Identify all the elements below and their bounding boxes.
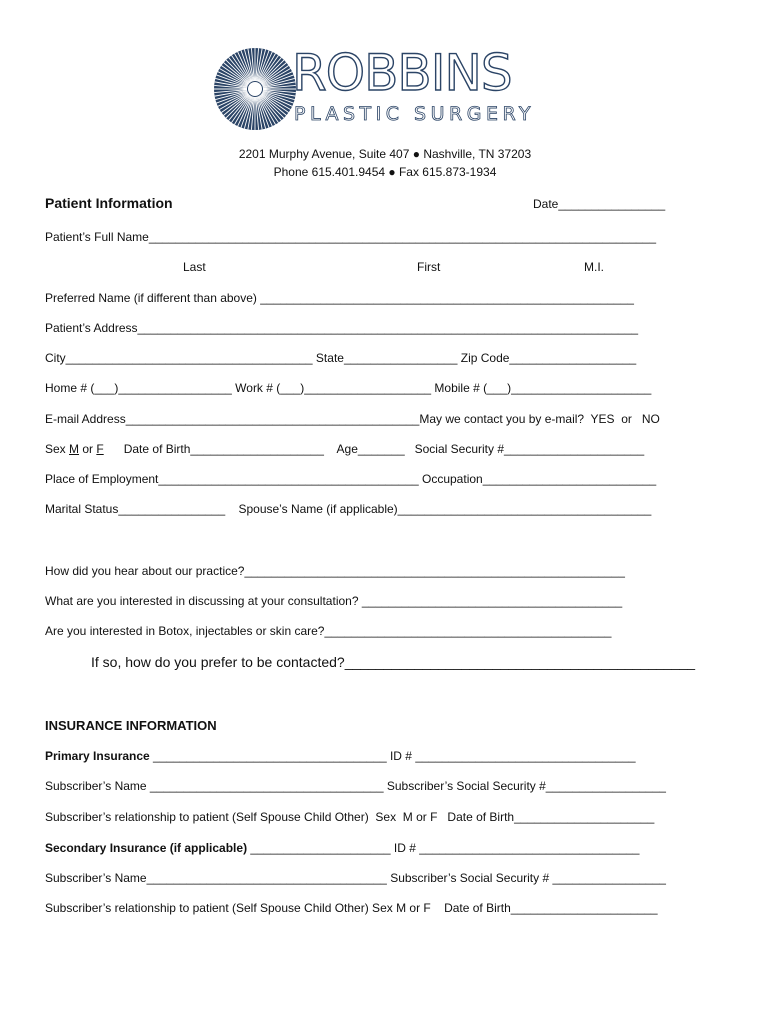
city-state-zip-field[interactable]: City_____________________________________ State_________________ Zip Code___________________ — [45, 351, 637, 365]
primary-relationship-field[interactable]: Subscriber’s relationship to patient (Self Spouse Child Other) Sex M or F Date of Birth_____________________ — [45, 810, 655, 824]
sex-dob-ssn-row — [45, 441, 644, 457]
phone-numbers-field[interactable]: Home # (___)_________________ Work # (___)___________________ Mobile # (___)_____________________ — [45, 381, 652, 395]
sex-or: or — [79, 442, 97, 456]
employment-field[interactable]: Place of Employment_______________________________________ Occupation__________________________ — [45, 472, 657, 486]
primary-insurance-row[interactable] — [45, 748, 636, 764]
botox-interest-field[interactable]: Are you interested in Botox, injectables or skin care?___________________________________________ — [45, 624, 612, 638]
patient-info-heading: Patient Information — [45, 195, 173, 211]
consult-interest-field[interactable]: What are you interested in discussing at your consultation? _______________________________________ — [45, 594, 623, 608]
sunburst-logo-icon — [212, 46, 298, 132]
contact-preference-field[interactable]: If so, how do you prefer to be contacted?_____________________________________________ — [91, 654, 696, 670]
sex-f-option[interactable]: F — [96, 442, 104, 456]
logo-wordmark: ROBBINS — [292, 44, 512, 102]
sex-label: Sex — [45, 442, 70, 456]
hear-about-field[interactable]: How did you hear about our practice?_________________________________________________________ — [45, 564, 625, 578]
full-name-field[interactable]: Patient’s Full Name____________________________________________________________________________ — [45, 230, 657, 244]
primary-insurance-label: Primary Insurance — [45, 749, 150, 763]
email-field[interactable]: E-mail Address____________________________________________May we contact you by e-mail? YES or NO — [45, 412, 660, 426]
first-name-caption: First — [417, 260, 441, 274]
practice-phone: Phone 615.401.9454 ● Fax 615.873-1934 — [273, 165, 497, 179]
robbins-logo — [212, 46, 562, 132]
secondary-insurance-fields[interactable]: _____________________ ID # _________________________________ — [247, 841, 640, 855]
marital-status-field[interactable]: Marital Status________________ Spouse’s Name (if applicable)______________________________________ — [45, 502, 652, 516]
insurance-heading: INSURANCE INFORMATION — [45, 718, 217, 733]
secondary-relationship-field[interactable]: Subscriber’s relationship to patient (Self Spouse Child Other) Sex M or F Date of Birth______________________ — [45, 901, 658, 915]
primary-insurance-fields[interactable]: ___________________________________ ID # _________________________________ — [149, 749, 636, 763]
date-field[interactable]: Date________________ — [533, 197, 666, 211]
practice-address: 2201 Murphy Avenue, Suite 407 ● Nashville, TN 37203 — [238, 147, 532, 161]
logo-subtitle: PLASTIC SURGERY — [294, 103, 536, 125]
preferred-name-field[interactable]: Preferred Name (if different than above) ________________________________________________________ — [45, 291, 634, 305]
last-name-caption: Last — [183, 260, 206, 274]
secondary-insurance-label: Secondary Insurance (if applicable) — [45, 841, 248, 855]
sex-m-option[interactable]: M — [69, 442, 80, 456]
address-field[interactable]: Patient’s Address___________________________________________________________________________ — [45, 321, 639, 335]
secondary-subscriber-field[interactable]: Subscriber’s Name____________________________________ Subscriber’s Social Security # _________________ — [45, 871, 666, 885]
primary-subscriber-field[interactable]: Subscriber’s Name ___________________________________ Subscriber’s Social Security #__________________ — [45, 779, 666, 793]
secondary-insurance-row[interactable] — [45, 840, 639, 856]
middle-initial-caption: M.I. — [584, 260, 604, 274]
dob-age-ssn-fields[interactable]: Date of Birth____________________ Age_______ Social Security #_____________________ — [103, 442, 645, 456]
